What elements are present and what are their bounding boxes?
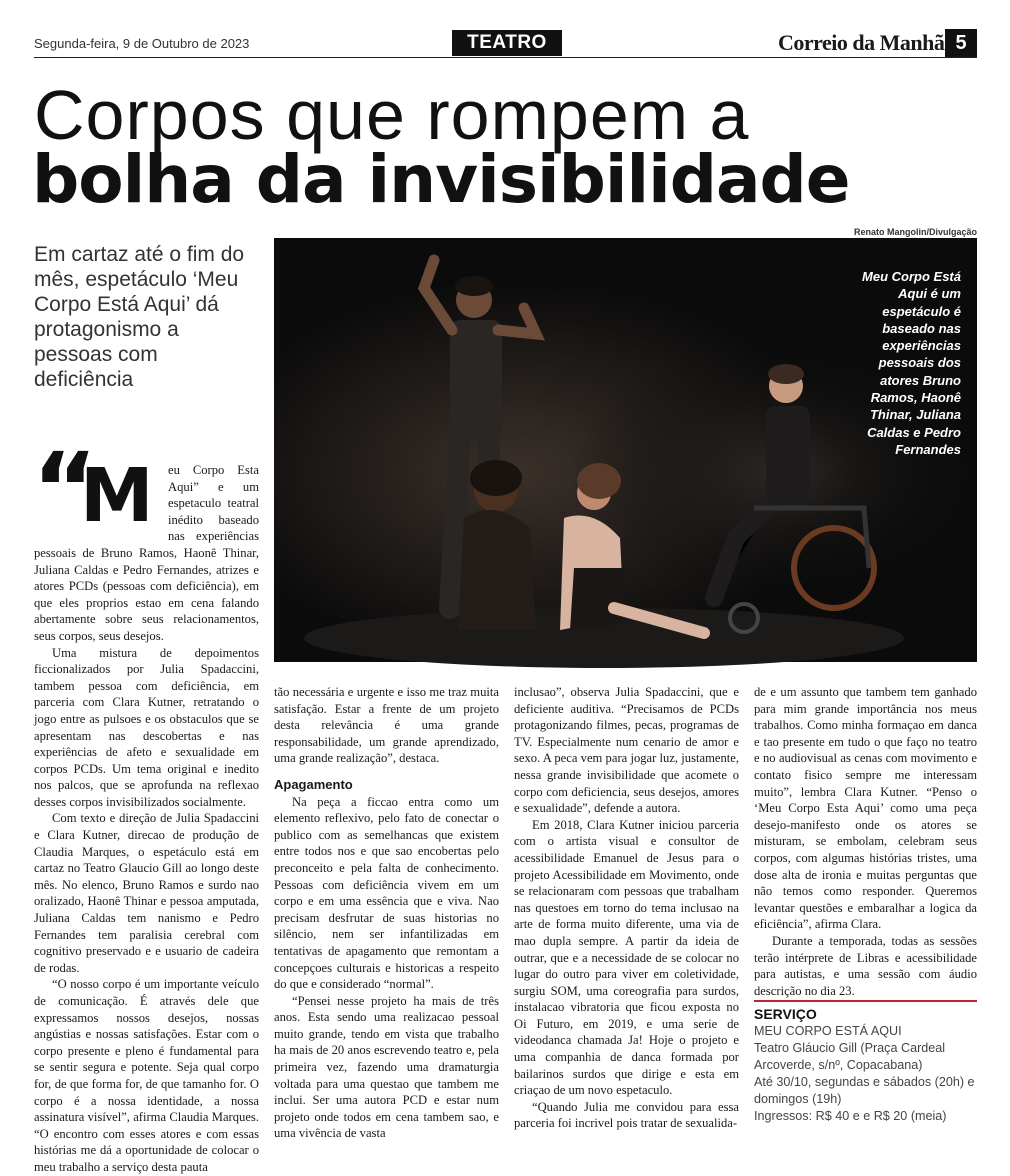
service-tickets: Ingressos: R$ 40 e e R$ 20 (meia)	[754, 1109, 947, 1123]
service-box	[754, 1006, 977, 1125]
article-paragraph: tão necessária e urgente e isso me traz muita satisfação. Estar a frente de um projeto desta relevância é uma grande responsabilidade, um grande aprendizado, uma grande realização”, destaca.	[274, 685, 499, 766]
article-column-3	[514, 684, 739, 1132]
article-paragraph	[32, 431, 259, 645]
article-column-4	[754, 684, 977, 999]
issue-date: Segunda-feira, 9 de Outubro de 2023	[34, 36, 250, 51]
header-rule	[34, 57, 977, 58]
article-paragraph: Na peça a ficcao entra como um elemento reflexivo, pelo fato de conectar o publico com as semelhancas que existem entre todos nos e que sao encobertas pelo preconceito e pela falta de conhecimento. Pessoas com deficiência vivem em um corpo e em uma essência que e viva. Nao precisam desfrutar de suas historias no silêncio, nem ser infantilizadas em tentativas de apagamento que remontam a concepçoes culturais e historicas a respeito do que e considerado “normal”.	[274, 794, 499, 992]
service-rule	[754, 1000, 977, 1002]
service-show: MEU CORPO ESTÁ AQUI	[754, 1024, 902, 1038]
article-column-2	[274, 684, 499, 1142]
article-paragraph: Em 2018, Clara Kutner iniciou parceria com o artista visual e consultor de acessibilidade Emanuel de Jesus para o projeto Acessibilidade em Movimento, onde se relacionaram com pessoas que trabalham nas questoes em torno do tema inclusao na arte de forma muito diferente, uma via de mao dupla sempre. A partir da ideia de outrar, que e a necessidade de se colocar no lugar do outro para viver em coletividade, surgiu SOM, uma coreografia para surdos, instalacao vibratoria que ficou exposta no Oi Futuro, em 2019, e uma serie de videodanca chamada Ja! Hoje o projeto e uma companhia de danca formada por bailarinos surdos que dirige e esta em criaçao de um novo espetaculo.	[514, 817, 739, 1098]
photo-credit: Renato Mangolin/Divulgação	[853, 227, 977, 237]
article-paragraph: Uma mistura de depoimentos ficcionalizados por Julia Spadaccini, tambem pessoa com deficiência, em parceria com Clara Kutner, retratando o jogo entre as pulsoes e os obstaculos que se apresentam nas descobertas e nas experiências de afeto e sexualidade em corpos PCDs. Um tema original e inedito nos palcos, que se aprofunda na reflexao desses corpos invisibilizados socialmente.	[34, 645, 259, 809]
service-dates: Até 30/10, segundas e sábados (20h) e domingos (19h)	[754, 1075, 975, 1106]
article-paragraph: “Pensei nesse projeto ha mais de três anos. Esta sendo uma realizacao pessoal muito grande, tendo em vista que trabalho ha mais de 20 anos escrevendo teatro e, pela primeira vez, fazendo uma dramaturgia voltada para uma questao que tambem me inclui. Ser uma autora PCD e estar num projeto onde todos em cena tambem sao, e uma vivência de vasta	[274, 993, 499, 1141]
article-column-1	[32, 431, 259, 1176]
photo-caption: Meu Corpo Está Aqui é um espetáculo é baseado nas experiências pessoais dos atores Bruno Ramos, Haonê Thinar, Juliana Caldas e Pedro Fernandes	[862, 269, 961, 457]
headline-line-2: bolha da invisibilidade	[32, 141, 850, 218]
section-tag: TEATRO	[452, 30, 562, 56]
subhead: Apagamento	[274, 776, 353, 792]
article-paragraph: Com texto e direção de Julia Spadaccini e Clara Kutner, direcao de produção de Claudia Marques, o espetáculo está em cartaz no Teatro Glaucio Gill ao longo deste mês. No elenco, Bruno Ramos e surdo nao oralizado, Haonê Thinar e pessoa amputada, Juliana Caldas tem nanismo e Pedro Fernandes tem paralisia cerebral com cognitivo preservado e e usuario de cadeira de rodas.	[34, 811, 259, 975]
headline-line-1: Corpos que rompem a	[34, 76, 750, 154]
dropcap-letter: M	[80, 453, 154, 539]
dropcap-quote-mark: “	[32, 431, 98, 548]
service-title: SERVIÇO	[754, 1006, 817, 1022]
dropcap	[32, 431, 162, 548]
deck: Em cartaz até o fim do mês, espetáculo ‘Meu Corpo Está Aqui’ dá protagonismo a pessoas com deficiência	[34, 243, 245, 391]
article-paragraph: Durante a temporada, todas as sessões terão intérprete de Libras e acessibilidade para autistas, e uma sessão com áudio descrição no dia 23.	[754, 933, 977, 998]
service-venue: Teatro Gláucio Gill (Praça Cardeal Arcoverde, s/nº, Copacabana)	[754, 1041, 946, 1072]
article-paragraph: “O nosso corpo é um importante veículo de comunicação. É através dele que expressamos nossos desejos, nossas angústias e nossas satisfações. Estar com o corpo presente e pleno é fundamental para se sentir segura e potente. Seja qual corpo for, de que forma for, de que tamanho for. O corpo é a nossa identidade, a nossa assinatura visível”, afirma Claudia Marques. “O encontro com esses atores e com essas histórias me dá a oportunidade de colocar o meu trabalho a serviço desta pauta	[34, 977, 259, 1174]
paragraph-text: eu Corpo Esta Aqui” e um espetaculo teatral inédito baseado nas experiências pessoais de Bruno Ramos, Haonê Thinar, Juliana Caldas e Pedro Fernandes, atrizes e atores PCDs (pessoas com deficiência), em que eles proprios estao em cena falando abertamente sobre seus relacionamentos, seus corpos, seus desejos.	[34, 463, 259, 643]
masthead: Correio da Manhã	[778, 30, 945, 55]
page-number: 5	[945, 29, 977, 57]
article-paragraph: “Quando Julia me convidou para essa parceria foi incrivel pois tratar de sexualida-	[514, 1099, 739, 1131]
article-paragraph: inclusao”, observa Julia Spadaccini, que e deficiente auditiva. “Precisamos de PCDs protagonizando filmes, pecas, programas de TV. Especialmente num cenario de amor e sexo. A peca vem para jogar luz, justamente, nessa grande invisibilidade que acomete o corpo com deficiencia, seus desejos, amores e sexualidade”, defende a autora.	[514, 685, 739, 816]
article-paragraph: de e um assunto que tambem tem ganhado para mim grande importância nos meus trabalhos. Como minha formaçao em danca e tao presente em tudo o que faço no teatro e no audiovisual as cenas com movimento e contato fisico sempre me interessam muito”, lembra Clara Kutner. “Penso o ‘Meu Corpo Esta Aqui’ como uma peça desejo-manifesto onde os atores se misturam, se embolam, celebram seus corpos, com algumas histórias tristes, uma dose alta de ironia e muitas perguntas que não temos como responder. Queremos levantar questões e embaralhar a logica da eficiência”, afirma Clara.	[754, 685, 977, 932]
